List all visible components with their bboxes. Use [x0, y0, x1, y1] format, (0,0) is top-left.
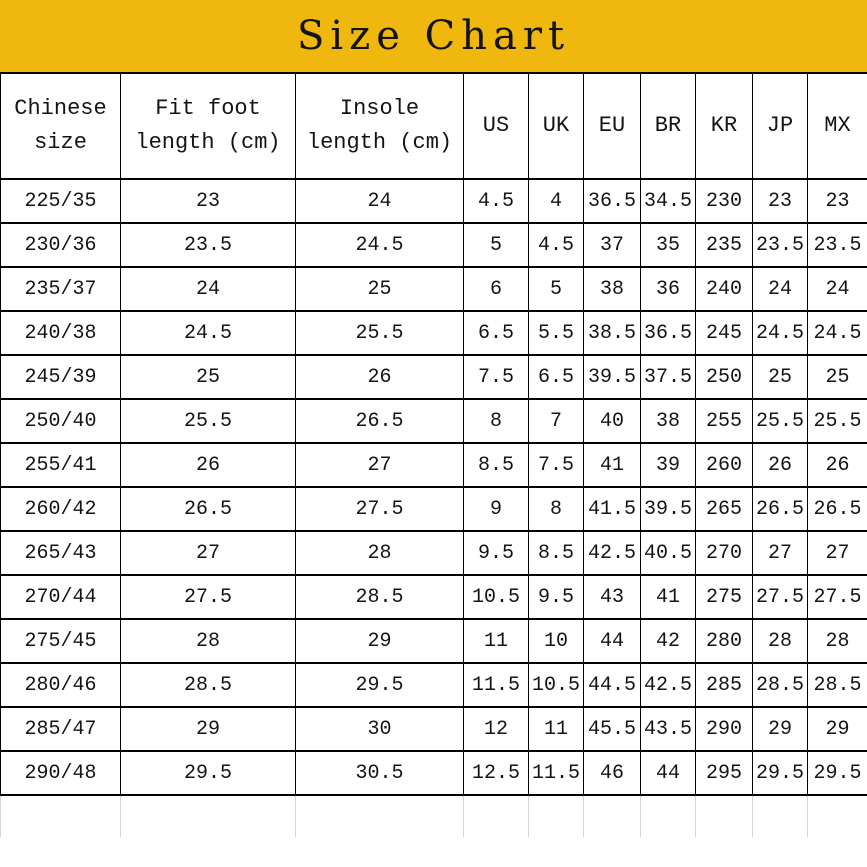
- table-cell: 295: [696, 751, 753, 795]
- table-cell: 41: [641, 575, 696, 619]
- table-cell: 29: [121, 707, 296, 751]
- table-cell: 28.5: [808, 663, 867, 707]
- table-cell: 9.5: [529, 575, 584, 619]
- table-cell: 29.5: [808, 751, 867, 795]
- size-table: [0, 72, 867, 837]
- table-cell: 275: [696, 575, 753, 619]
- table-cell: 40.5: [641, 531, 696, 575]
- table-cell: 43.5: [641, 707, 696, 751]
- table-cell: 235/37: [1, 267, 121, 311]
- table-cell: 27.5: [121, 575, 296, 619]
- table-cell: 28.5: [296, 575, 464, 619]
- table-cell: 39: [641, 443, 696, 487]
- table-row: [1, 619, 867, 663]
- table-cell: 250: [696, 355, 753, 399]
- column-header: Chinese size: [1, 73, 121, 179]
- table-cell: 30: [296, 707, 464, 751]
- table-cell: 8: [529, 487, 584, 531]
- table-cell: 260/42: [1, 487, 121, 531]
- table-cell: 9.5: [464, 531, 529, 575]
- empty-cell: [641, 795, 696, 837]
- table-cell: 285/47: [1, 707, 121, 751]
- table-cell: 38: [641, 399, 696, 443]
- table-cell: 24.5: [808, 311, 867, 355]
- table-cell: 7: [529, 399, 584, 443]
- table-cell: 240: [696, 267, 753, 311]
- table-cell: 45.5: [584, 707, 641, 751]
- table-cell: 40: [584, 399, 641, 443]
- table-row: [1, 487, 867, 531]
- table-cell: 9: [464, 487, 529, 531]
- table-cell: 24: [121, 267, 296, 311]
- table-cell: 10.5: [529, 663, 584, 707]
- column-header: MX: [808, 73, 867, 179]
- table-cell: 25.5: [296, 311, 464, 355]
- table-cell: 27.5: [753, 575, 808, 619]
- table-cell: 35: [641, 223, 696, 267]
- title-band: [0, 0, 867, 72]
- table-cell: 26: [753, 443, 808, 487]
- table-row: [1, 751, 867, 795]
- table-cell: 24.5: [753, 311, 808, 355]
- empty-cell: [753, 795, 808, 837]
- table-cell: 270: [696, 531, 753, 575]
- table-cell: 255: [696, 399, 753, 443]
- table-cell: 23: [808, 179, 867, 223]
- table-cell: 285: [696, 663, 753, 707]
- table-cell: 280/46: [1, 663, 121, 707]
- table-cell: 38: [584, 267, 641, 311]
- table-cell: 10: [529, 619, 584, 663]
- empty-cell: [296, 795, 464, 837]
- table-cell: 7.5: [464, 355, 529, 399]
- table-cell: 27.5: [296, 487, 464, 531]
- table-cell: 250/40: [1, 399, 121, 443]
- column-header: US: [464, 73, 529, 179]
- table-cell: 26.5: [121, 487, 296, 531]
- table-cell: 25: [121, 355, 296, 399]
- table-cell: 10.5: [464, 575, 529, 619]
- empty-cell: [1, 795, 121, 837]
- table-cell: 11.5: [529, 751, 584, 795]
- table-row: [1, 663, 867, 707]
- table-cell: 43: [584, 575, 641, 619]
- column-header: EU: [584, 73, 641, 179]
- table-cell: 7.5: [529, 443, 584, 487]
- table-cell: 25.5: [753, 399, 808, 443]
- page-title: Size Chart: [296, 13, 571, 59]
- table-row: [1, 707, 867, 751]
- table-cell: 245/39: [1, 355, 121, 399]
- table-cell: 41.5: [584, 487, 641, 531]
- table-cell: 39.5: [641, 487, 696, 531]
- table-cell: 230: [696, 179, 753, 223]
- table-cell: 26: [808, 443, 867, 487]
- table-row: [1, 267, 867, 311]
- table-cell: 280: [696, 619, 753, 663]
- table-cell: 230/36: [1, 223, 121, 267]
- column-header: UK: [529, 73, 584, 179]
- table-cell: 29: [296, 619, 464, 663]
- empty-cell: [464, 795, 529, 837]
- table-cell: 44.5: [584, 663, 641, 707]
- column-header: Fit foot length (cm): [121, 73, 296, 179]
- table-cell: 28: [296, 531, 464, 575]
- empty-cell: [584, 795, 641, 837]
- table-cell: 27.5: [808, 575, 867, 619]
- table-cell: 24.5: [121, 311, 296, 355]
- table-cell: 6: [464, 267, 529, 311]
- column-header: BR: [641, 73, 696, 179]
- empty-row: [1, 795, 867, 837]
- table-cell: 8: [464, 399, 529, 443]
- table-cell: 37: [584, 223, 641, 267]
- table-cell: 34.5: [641, 179, 696, 223]
- table-cell: 23: [753, 179, 808, 223]
- empty-cell: [696, 795, 753, 837]
- table-cell: 28: [121, 619, 296, 663]
- table-cell: 8.5: [464, 443, 529, 487]
- table-cell: 265: [696, 487, 753, 531]
- header-row: [1, 73, 867, 179]
- table-cell: 36.5: [641, 311, 696, 355]
- table-cell: 5: [529, 267, 584, 311]
- table-cell: 26.5: [296, 399, 464, 443]
- table-cell: 270/44: [1, 575, 121, 619]
- table-cell: 4.5: [464, 179, 529, 223]
- table-cell: 27: [121, 531, 296, 575]
- table-cell: 44: [584, 619, 641, 663]
- table-cell: 6.5: [529, 355, 584, 399]
- table-row: [1, 531, 867, 575]
- table-row: [1, 575, 867, 619]
- table-cell: 27: [753, 531, 808, 575]
- table-cell: 29.5: [753, 751, 808, 795]
- table-cell: 30.5: [296, 751, 464, 795]
- table-cell: 275/45: [1, 619, 121, 663]
- table-cell: 26.5: [753, 487, 808, 531]
- table-cell: 11: [529, 707, 584, 751]
- table-cell: 265/43: [1, 531, 121, 575]
- table-cell: 29.5: [121, 751, 296, 795]
- table-cell: 23.5: [753, 223, 808, 267]
- table-cell: 25: [753, 355, 808, 399]
- table-cell: 28: [753, 619, 808, 663]
- table-cell: 23: [121, 179, 296, 223]
- table-cell: 245: [696, 311, 753, 355]
- empty-cell: [529, 795, 584, 837]
- table-cell: 12: [464, 707, 529, 751]
- table-cell: 24.5: [296, 223, 464, 267]
- table-cell: 29: [808, 707, 867, 751]
- table-row: [1, 355, 867, 399]
- table-cell: 24: [753, 267, 808, 311]
- table-row: [1, 223, 867, 267]
- table-cell: 26: [121, 443, 296, 487]
- table-cell: 44: [641, 751, 696, 795]
- table-cell: 25: [808, 355, 867, 399]
- table-cell: 25.5: [121, 399, 296, 443]
- table-cell: 28: [808, 619, 867, 663]
- column-header: KR: [696, 73, 753, 179]
- table-cell: 4: [529, 179, 584, 223]
- table-row: [1, 399, 867, 443]
- table-cell: 5: [464, 223, 529, 267]
- table-cell: 23.5: [121, 223, 296, 267]
- table-cell: 37.5: [641, 355, 696, 399]
- table-cell: 4.5: [529, 223, 584, 267]
- table-cell: 39.5: [584, 355, 641, 399]
- table-cell: 225/35: [1, 179, 121, 223]
- table-cell: 290/48: [1, 751, 121, 795]
- table-body: [1, 179, 867, 837]
- table-cell: 36.5: [584, 179, 641, 223]
- empty-cell: [121, 795, 296, 837]
- table-row: [1, 179, 867, 223]
- table-cell: 42.5: [584, 531, 641, 575]
- table-cell: 29.5: [296, 663, 464, 707]
- table-cell: 42.5: [641, 663, 696, 707]
- table-cell: 12.5: [464, 751, 529, 795]
- column-header: JP: [753, 73, 808, 179]
- column-header: Insole length (cm): [296, 73, 464, 179]
- table-cell: 41: [584, 443, 641, 487]
- table-cell: 24: [296, 179, 464, 223]
- table-cell: 25: [296, 267, 464, 311]
- table-cell: 255/41: [1, 443, 121, 487]
- table-cell: 11: [464, 619, 529, 663]
- table-cell: 27: [808, 531, 867, 575]
- table-cell: 26.5: [808, 487, 867, 531]
- table-cell: 290: [696, 707, 753, 751]
- table-cell: 28.5: [121, 663, 296, 707]
- table-cell: 240/38: [1, 311, 121, 355]
- table-cell: 42: [641, 619, 696, 663]
- table-cell: 5.5: [529, 311, 584, 355]
- table-cell: 46: [584, 751, 641, 795]
- table-cell: 38.5: [584, 311, 641, 355]
- table-cell: 36: [641, 267, 696, 311]
- table-cell: 26: [296, 355, 464, 399]
- table-cell: 28.5: [753, 663, 808, 707]
- table-cell: 27: [296, 443, 464, 487]
- table-cell: 25.5: [808, 399, 867, 443]
- table-row: [1, 443, 867, 487]
- table-row: [1, 311, 867, 355]
- table-cell: 6.5: [464, 311, 529, 355]
- table-cell: 235: [696, 223, 753, 267]
- table-cell: 29: [753, 707, 808, 751]
- table-cell: 11.5: [464, 663, 529, 707]
- table-cell: 8.5: [529, 531, 584, 575]
- table-cell: 23.5: [808, 223, 867, 267]
- empty-cell: [808, 795, 867, 837]
- table-cell: 24: [808, 267, 867, 311]
- table-cell: 260: [696, 443, 753, 487]
